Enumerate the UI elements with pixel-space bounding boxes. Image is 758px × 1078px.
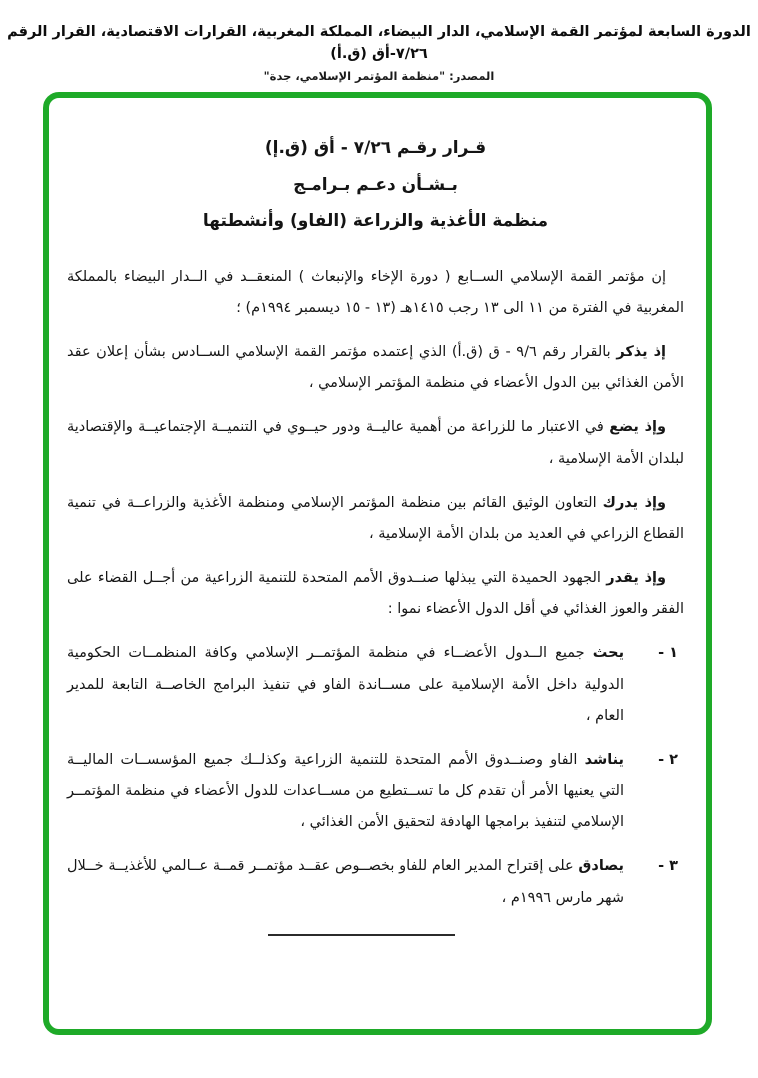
recital-4-text: الجهود الحميدة التي يبذلها صنــدوق الأمم المتحدة للتنمية الزراعية من أجــل القضاء على الفقر والعوز الغذائي في أقل الدول الأعضاء نموا : [67, 570, 684, 618]
preamble-paragraph [67, 262, 684, 324]
recital-2-text: في الاعتبار ما للزراعة من أهمية عاليــة ودور حيــوي في التنميــة الإجتماعيــة والإقتصادية لبلدان الأمة الإسلامية ، [67, 419, 684, 467]
recital-1-text: بالقرار رقم ٩/٦ - ق (ق.أ) الذي إعتمده مؤتمر القمة الإسلامي الســادس بشأن إعلان عقد الأمن الغذائي بين الدول الأعضاء في منظمة المؤتمر الإسلامي ، [67, 343, 684, 392]
recital-4-lead: وإذ يقدر [606, 570, 666, 587]
page-header [0, 22, 758, 83]
recital-paragraph-1 [67, 337, 684, 399]
item-1-number: ١ - [658, 645, 678, 662]
recital-3-lead: وإذ يدرك [602, 494, 667, 511]
item-2-lead: يناشد [584, 751, 625, 768]
document-frame [43, 92, 712, 1035]
operative-item-3 [67, 851, 684, 913]
recital-3-text: التعاون الوثيق القائم بين منظمة المؤتمر الإسلامي ومنظمة الأغذية والزراعــة في تنمية القطاع الزراعي في العديد من بلدان الأمة الإسلامية ، [67, 494, 684, 542]
item-3-text: على إقتراح المدير العام للفاو بخصــوص عقــد مؤتمــر قمــة عــالمي للأغذيــة خــلال شهر مارس ١٩٩٦م ، [67, 858, 624, 906]
preamble-text: إن مؤتمر القمة الإسلامي الســابع ( دورة الإخاء والإنبعاث ) المنعقــد في الــدار البيضاء بالمملكة المغربية في الفترة من ١١ الى ١٣ رجب ١٤١٥هـ (١٣ - ١٥ ديسمبر ١٩٩٤م) ؛ [67, 268, 684, 316]
operative-item-2 [67, 745, 684, 839]
recital-paragraph-3 [67, 488, 684, 550]
citation-header: الدورة السابعة لمؤتمر القمة الإسلامي، الدار البيضاء، المملكة المغربية، القرارات الاقتصادية، القرار الرقم ٧/٢٦-أق (ق.أ) [7, 24, 751, 62]
recital-paragraph-4 [67, 563, 684, 625]
resolution-text [67, 262, 684, 936]
item-1-text: جميع الــدول الأعضــاء في منظمة المؤتمــر الإسلامي وكافة المنظمــات الحكومية الدولية داخل الأمة الإسلامية على مســاندة الفاو في تنفيذ البرامج الخاصــة التابعة للمدير العام ، [67, 645, 624, 724]
source-value: "منظمة المؤتمر الإسلامي، جدة" [263, 68, 446, 83]
operative-item-1 [67, 638, 684, 732]
source-line [0, 69, 758, 83]
resolution-title [67, 130, 684, 240]
end-rule [268, 934, 455, 936]
resolution-org-line: منظمة الأغذية والزراعة (الفاو) وأنشطتها [202, 211, 549, 232]
item-1-lead: يحث [592, 645, 625, 662]
item-3-lead: يصادق [578, 858, 625, 875]
recital-1-lead: إذ يذكر [616, 343, 667, 360]
item-3-number: ٣ - [658, 858, 678, 875]
resolution-number-line: قـرار رقـم ٧/٢٦ - أق (ق.إ) [264, 138, 487, 158]
item-2-number: ٢ - [658, 751, 678, 768]
document-body [49, 98, 706, 1029]
recital-2-lead: وإذ يضع [609, 419, 666, 436]
source-label: المصدر: [449, 68, 495, 83]
recital-paragraph-2 [67, 412, 684, 474]
resolution-subject-line: بـشـأن دعـم بـرامـج [293, 174, 458, 195]
item-2-text: الفاو وصنــدوق الأمم المتحدة للتنمية الزراعية وكذلــك جميع المؤسســات الماليــة التي يعنيها الأمر أن تقدم كل ما تســتطيع من مســاعدات للدول الأعضاء في منظمة المؤتمــر الإسلامي لتنفيذ برامجها الهادفة لتحقيق الأمن الغذائي ، [67, 751, 624, 831]
